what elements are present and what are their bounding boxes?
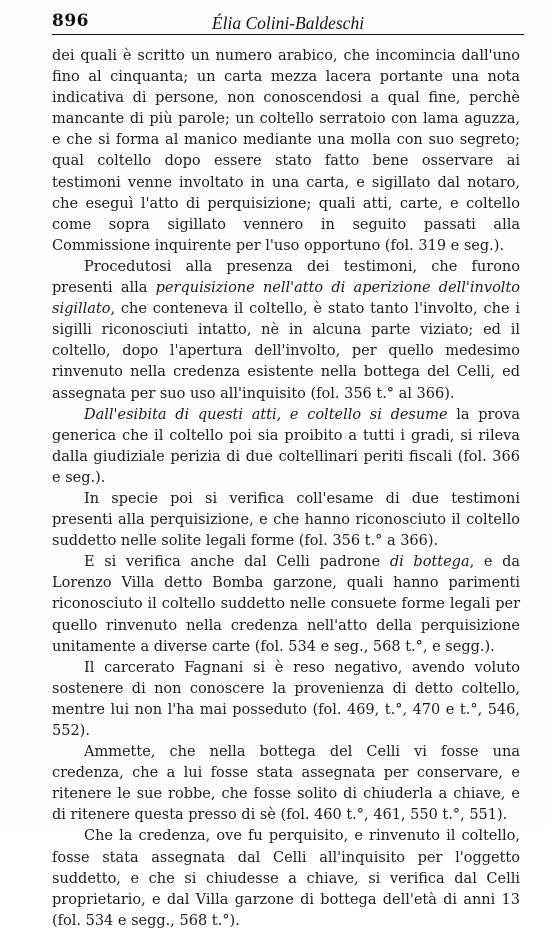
italic-text: perquisizione nell'atto di aperizione dell'involto sigillato — [52, 280, 520, 318]
text-run: Il carcerato Fagnani si è reso negativo, avendo voluto sostenere di non conoscere la provenienza di detto coltello, mentre lui non l'ha mai posseduto (fol. 469, t.°, 470 e t.°, 546, 552). — [52, 659, 520, 739]
paragraph — [52, 257, 520, 405]
text-run: , che conteneva il coltello, è stato tanto l'involto, che i sigilli riconosciuti intatto, nè in alcuna parte viziato; ed il coltello, dopo l'apertura dell'involto, per quello medesimo rinvenuto nella credenza esistente nella bottega del Celli, ed assegnata per suo uso all'inquisito (fol. 356 t.° al 366). — [52, 301, 520, 402]
text-run: E si verifica anche dal Celli padrone — [84, 554, 390, 571]
paragraph — [52, 46, 520, 257]
body-text — [52, 46, 520, 932]
running-title: Élia Colini-Baldeschi — [211, 13, 365, 33]
page-header — [52, 8, 524, 35]
paragraph — [52, 658, 520, 742]
text-run: In specie poi si verifica coll'esame di due testimoni presenti alla perquisizione, e che hanno riconosciuto il coltello suddetto nelle solite legali forme (fol. 356 t.° a 366). — [52, 490, 520, 550]
paragraph — [52, 742, 520, 826]
italic-text: Dall'esibita di questi atti, e coltello si desume — [84, 406, 448, 423]
paragraph — [52, 489, 520, 552]
italic-text: di bottega — [389, 554, 470, 571]
paragraph — [52, 826, 520, 931]
page-number: 896 — [52, 11, 89, 31]
text-run: Procedutosi alla presenza dei testimoni, che furono presenti alla — [52, 258, 520, 297]
text-run: Che la credenza, ove fu perquisito, e rinvenuto il coltello, fosse stata assegnata dal Celli all'inquisito per l'oggetto suddetto, e che si chiudesse a chiave, si verifica dal Celli proprietario, e dal Villa garzone di bottega dell'età di anni 13 (fol. 534 e segg., 568 t.°). — [52, 828, 520, 929]
paragraph — [52, 552, 520, 657]
text-run: dei quali è scritto un numero arabico, che incomincia dall'uno fino al cinquanta; un carta mezza lacera portante una nota indicativa di persone, non conoscendosi a qual fine, perchè mancante di più parole; un coltello serratoio con lama aguzza, e che si forma al manico mediante una molla con suo segreto; qual coltello dopo essere stato fatto bene osservare ai testimoni venne involtato in una carta, e sigillato dal notaro, che eseguì l'atto di perquisizione; quali atti, carte, e coltello come sopra sigillato vennero in seguito passati alla Commissione inquirente per l'uso opportuno (fol. 319 e seg.). — [52, 48, 520, 254]
paragraph — [52, 405, 520, 489]
text-run: , e da Lorenzo Villa detto Bomba garzone, quali hanno parimenti riconosciuto il coltello suddetto nelle consuete forme legali per quello rinvenuto nella credenza nell'atto della perquisizione unitamente a diverse carte (fol. 534 e seg., 568 t.°, e segg.). — [52, 554, 521, 655]
text-run: la prova generica che il coltello poi sia proibito a tutti i gradi, si rileva dalla giudiziale perizia di due coltellinari periti fiscali (fol. 366 e seg.). — [52, 406, 520, 486]
text-run: Ammette, che nella bottega del Celli vi fosse una credenza, che a lui fosse stata assegnata per conservare, e ritenere le sue robbe, che fosse solito di chiuderla a chiave, e di ritenere questa presso di sè (fol. 460 t.°, 461, 550 t.°, 551). — [52, 744, 520, 824]
